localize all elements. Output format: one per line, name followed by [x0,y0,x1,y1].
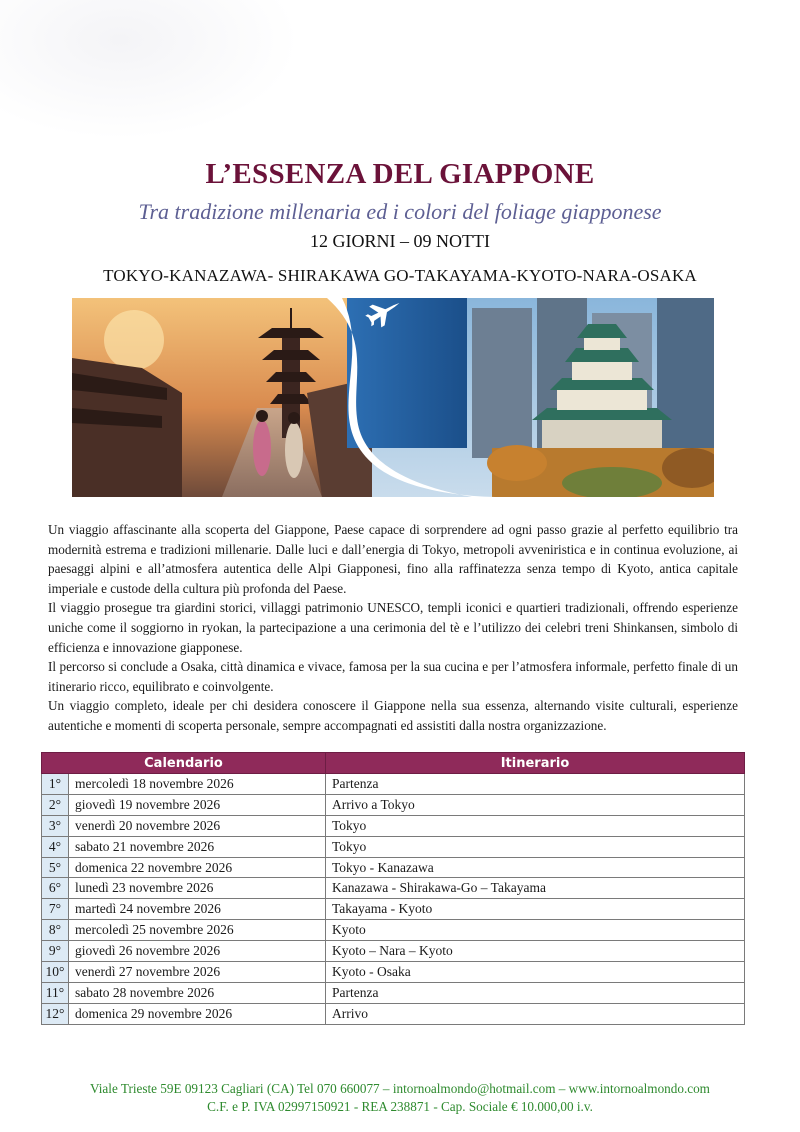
table-row [42,962,745,983]
table-row [42,920,745,941]
table-row [42,836,745,857]
day-itinerary: Tokyo [326,815,745,836]
day-date: sabato 28 novembre 2026 [69,982,326,1003]
corner-decoration [0,0,300,140]
day-itinerary: Arrivo a Tokyo [326,794,745,815]
day-number: 8° [42,920,69,941]
itinerary-table [41,752,745,1025]
day-number: 10° [42,962,69,983]
day-date: domenica 22 novembre 2026 [69,857,326,878]
intro-paragraph: Un viaggio completo, ideale per chi desidera conoscere il Giappone nella sua essenza, alternando visite culturali, esperienze autentiche e momenti di scoperta personale, sempre accompagnati ed assistiti dalla nostra organizzazione. [48,698,738,733]
page-title: L’ESSENZA DEL GIAPPONE [205,158,595,190]
day-itinerary: Partenza [326,982,745,1003]
intro-paragraph: Il percorso si conclude a Osaka, città dinamica e vivace, famosa per la sua cucina e per l’atmosfera informale, perfetto finale di un itinerario ricco, equilibrato e coinvolgente. [48,659,738,694]
day-number: 11° [42,982,69,1003]
table-row [42,857,745,878]
day-date: domenica 29 novembre 2026 [69,1003,326,1024]
day-number: 3° [42,815,69,836]
footer-contacts: Viale Trieste 59E 09123 Cagliari (CA) Tel 070 660077 – intornoalmondo@hotmail.com – www.intornoalmondo.com [90,1081,710,1096]
day-itinerary: Tokyo - Kanazawa [326,857,745,878]
table-row [42,815,745,836]
day-date: mercoledì 25 novembre 2026 [69,920,326,941]
table-header-row [42,753,745,774]
day-number: 5° [42,857,69,878]
table-row [42,941,745,962]
day-number: 4° [42,836,69,857]
day-itinerary: Takayama - Kyoto [326,899,745,920]
trip-duration: 12 GIORNI – 09 NOTTI [310,231,490,251]
day-itinerary: Tokyo [326,836,745,857]
intro-text [48,520,738,736]
day-number: 1° [42,774,69,795]
table-row [42,982,745,1003]
day-itinerary: Partenza [326,774,745,795]
day-itinerary: Arrivo [326,1003,745,1024]
table-row [42,899,745,920]
day-date: lunedì 23 novembre 2026 [69,878,326,899]
day-date: giovedì 19 novembre 2026 [69,794,326,815]
day-date: venerdì 20 novembre 2026 [69,815,326,836]
intro-paragraph: Il viaggio prosegue tra giardini storici, villaggi patrimonio UNESCO, templi iconici e quartieri tradizionali, offrendo esperienze uniche come il soggiorno in ryokan, la partecipazione a una cerimonia del tè e l’utilizzo dei celebri treni Shinkansen, simbolo di efficienza e innovazione giapponese. [48,600,738,655]
day-date: giovedì 26 novembre 2026 [69,941,326,962]
day-number: 7° [42,899,69,920]
calendar-header: Calendario [42,753,326,774]
itinerary-header: Itinerario [326,753,745,774]
day-number: 9° [42,941,69,962]
day-itinerary: Kanazawa - Shirakawa-Go – Takayama [326,878,745,899]
page-subtitle: Tra tradizione millenaria ed i colori del foliage giapponese [138,199,662,224]
table-row [42,878,745,899]
day-date: sabato 21 novembre 2026 [69,836,326,857]
day-number: 6° [42,878,69,899]
day-number: 12° [42,1003,69,1024]
intro-paragraph: Un viaggio affascinante alla scoperta del Giappone, Paese capace di sorprendere ad ogni passo grazie al perfetto equilibrio tra modernità estrema e tradizioni millenarie. Dalle luci e dall’energia di Tokyo, metropoli avveniristica e in continua evoluzione, ai paesaggi alpini e all’atmosfera autentica delle Alpi Giapponesi, fino alla raffinatezza senza tempo di Kyoto, antica capitale imperiale e custode della cultura più profonda del Paese. [48,522,738,596]
table-row [42,774,745,795]
hero-image [72,298,714,497]
day-date: mercoledì 18 novembre 2026 [69,774,326,795]
table-row [42,1003,745,1024]
day-date: venerdì 27 novembre 2026 [69,962,326,983]
footer [0,1080,800,1116]
day-itinerary: Kyoto – Nara – Kyoto [326,941,745,962]
day-date: martedì 24 novembre 2026 [69,899,326,920]
footer-legal: C.F. e P. IVA 02997150921 - REA 238871 - Cap. Sociale € 10.000,00 i.v. [207,1099,593,1114]
table-row [42,794,745,815]
trip-route: TOKYO-KANAZAWA- SHIRAKAWA GO-TAKAYAMA-KYOTO-NARA-OSAKA [103,266,697,285]
day-itinerary: Kyoto [326,920,745,941]
day-number: 2° [42,794,69,815]
day-itinerary: Kyoto - Osaka [326,962,745,983]
